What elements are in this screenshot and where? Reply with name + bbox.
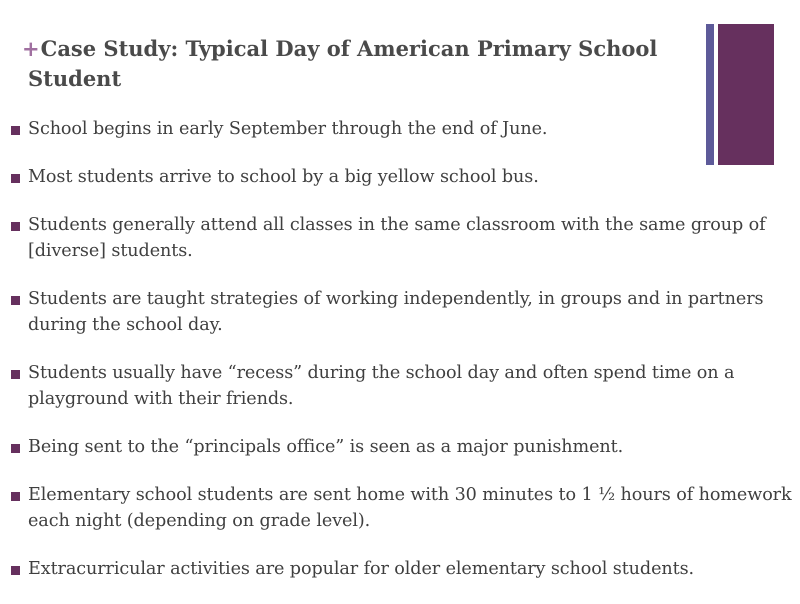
plus-icon: + <box>22 37 40 61</box>
bullet-item <box>10 116 795 142</box>
bullet-text: Most students arrive to school by a big yellow school bus. <box>28 167 539 187</box>
bullet-text: Being sent to the “principals office” is seen as a major punishment. <box>28 437 624 457</box>
bullet-item <box>10 434 795 460</box>
bullet-text: Extracurricular activities are popular for older elementary school students. <box>28 559 695 579</box>
bullet-square-icon <box>11 174 20 183</box>
bullet-square-icon <box>11 370 20 379</box>
bullet-item <box>10 556 795 582</box>
bullet-text: Students are taught strategies of working independently, in groups and in partners during the school day. <box>28 289 764 335</box>
bullet-text: Students usually have “recess” during the school day and often spend time on a playground with their friends. <box>28 363 735 409</box>
slide-title <box>22 34 688 94</box>
bullet-item <box>10 164 795 190</box>
bullet-item <box>10 286 795 338</box>
bullet-square-icon <box>11 566 20 575</box>
bullet-text: School begins in early September through the end of June. <box>28 119 548 139</box>
bullet-square-icon <box>11 126 20 135</box>
bullet-list <box>10 116 795 604</box>
bullet-item <box>10 212 795 264</box>
bullet-item <box>10 482 795 534</box>
bullet-square-icon <box>11 296 20 305</box>
bullet-square-icon <box>11 222 20 231</box>
bullet-square-icon <box>11 492 20 501</box>
bullet-text: Elementary school students are sent home with 30 minutes to 1 ½ hours of homework each night (depending on grade level). <box>28 485 792 531</box>
bullet-square-icon <box>11 444 20 453</box>
bullet-text: Students generally attend all classes in the same classroom with the same group of [diverse] students. <box>28 215 766 261</box>
bullet-item <box>10 360 795 412</box>
slide-title-text: Case Study: Typical Day of American Primary School Student <box>28 36 658 91</box>
